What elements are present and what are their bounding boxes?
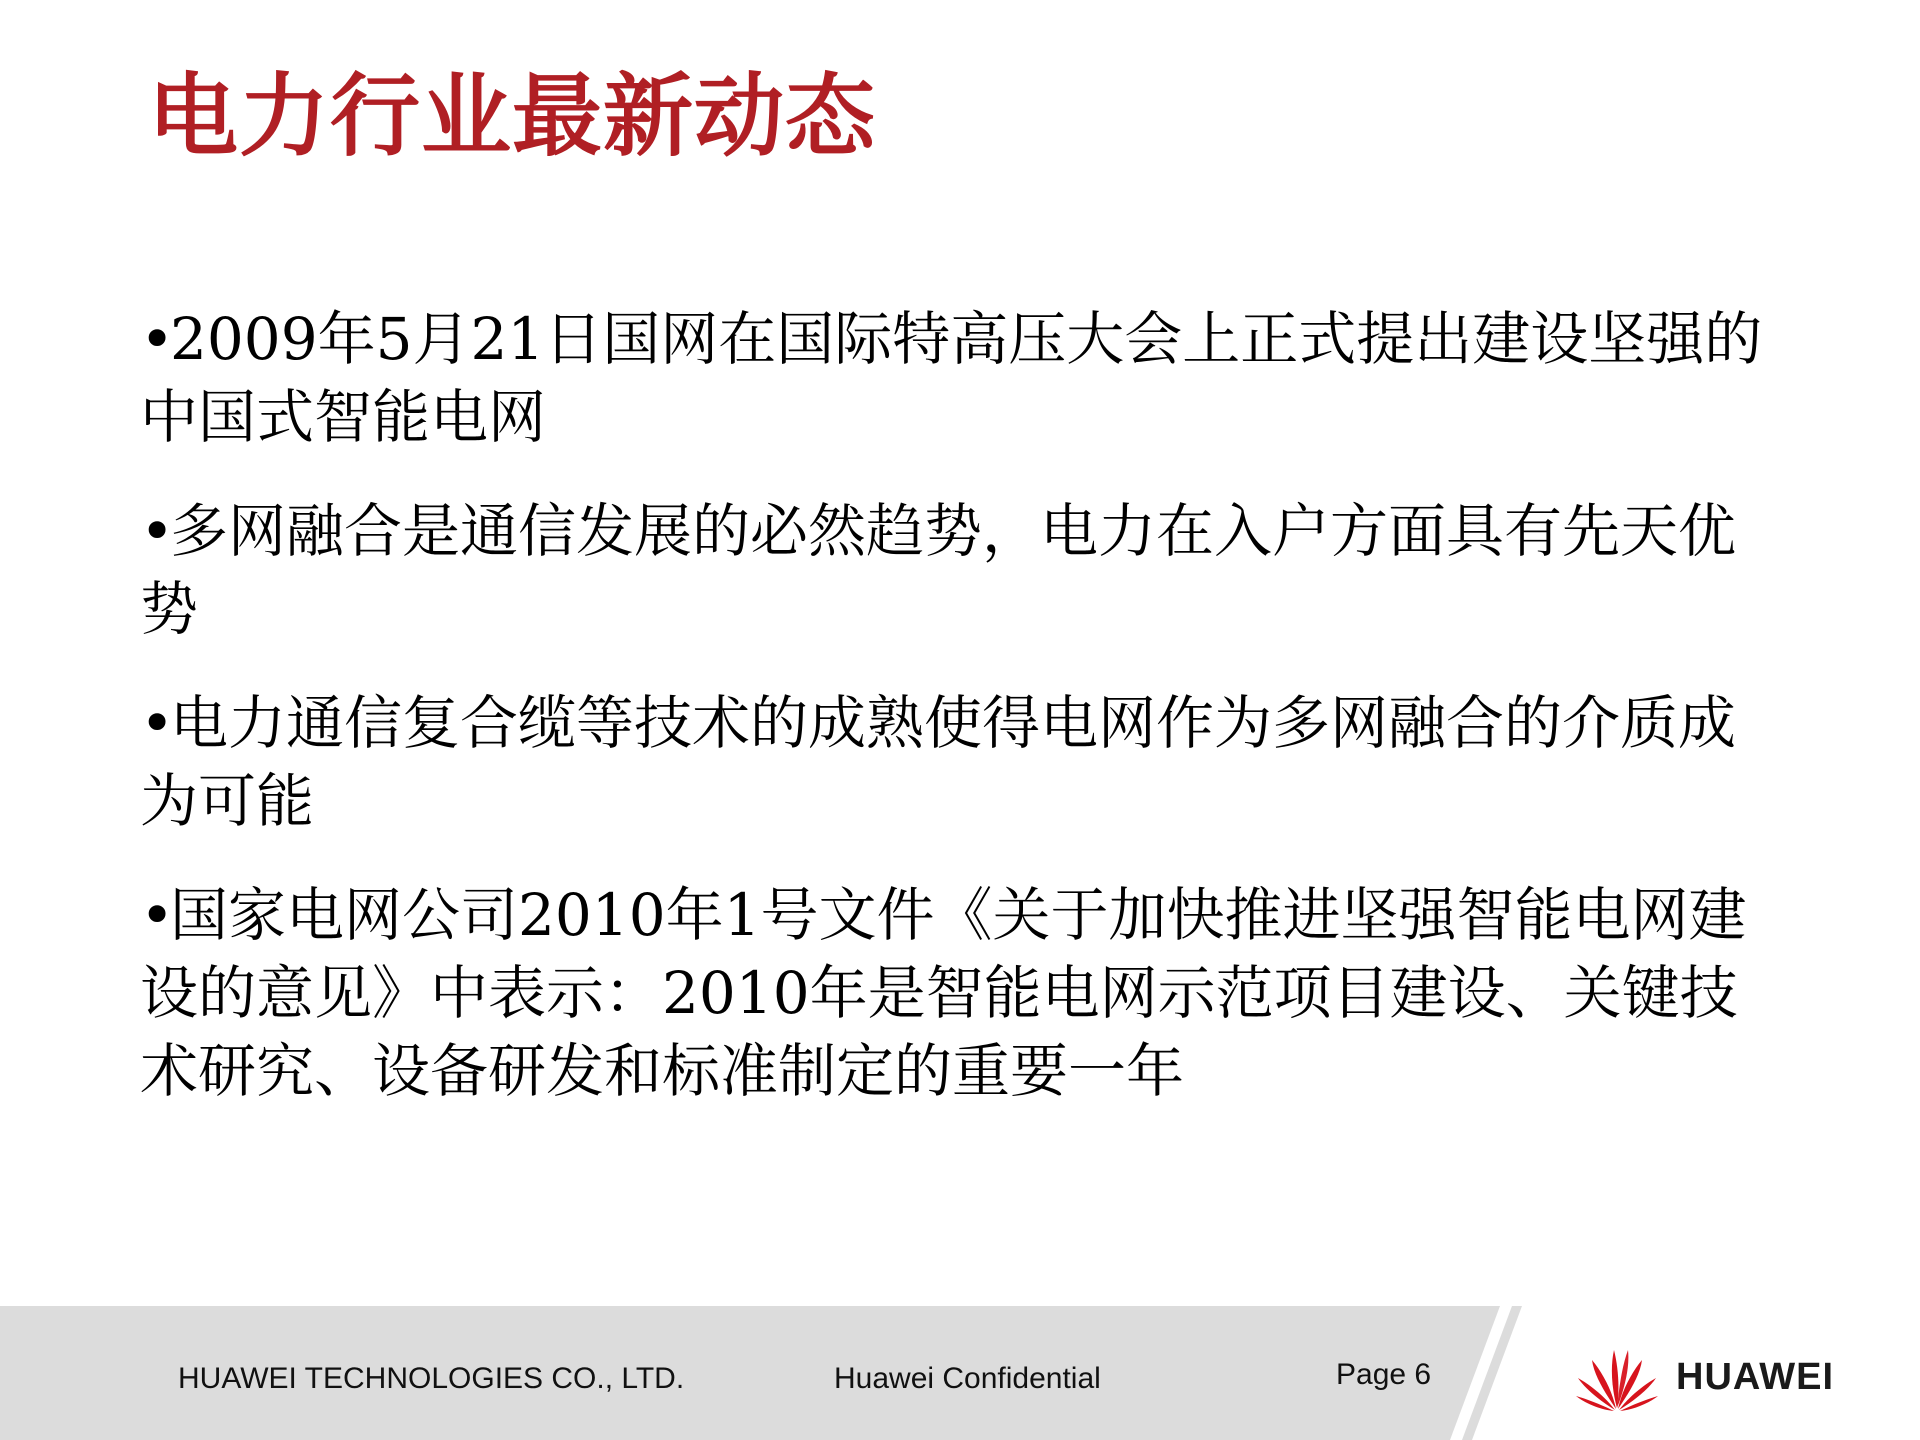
huawei-logo [1572,1342,1892,1412]
bullet-dot: • [140,497,175,565]
bullet-item [140,492,1790,648]
bullet-item [140,684,1790,840]
bullet-dot: • [140,881,175,949]
huawei-petal-logo-icon [1572,1342,1662,1412]
page-number: Page 6 [1336,1358,1432,1391]
bullet-text: 国家电网公司2010年1号文件《关于加快推进坚强智能电网建设的意见》中表示：2010年是智能电网示范项目建设、关键技术研究、设备研发和标准制定的重要一年 [140,881,1747,1105]
bullet-dot: • [140,689,175,757]
confidential-label: Huawei Confidential [834,1362,1101,1395]
logo-wordmark: HUAWEI [1676,1356,1834,1398]
bullet-text: 电力通信复合缆等技术的成熟使得电网作为多网融合的介质成为可能 [140,689,1737,835]
slide-title: 电力行业最新动态 [148,63,876,169]
bullet-dot: • [140,305,175,373]
company-name: HUAWEI TECHNOLOGIES CO., LTD. [178,1362,685,1395]
bullet-text: 多网融合是通信发展的必然趋势，电力在入户方面具有先天优势 [140,497,1737,643]
bullet-item [140,876,1790,1110]
slide-footer [0,1306,1920,1440]
bullet-text: 2009年5月21日国网在国际特高压大会上正式提出建设坚强的中国式智能电网 [140,305,1763,451]
bullet-item [140,300,1790,456]
slide-body [140,300,1790,1146]
